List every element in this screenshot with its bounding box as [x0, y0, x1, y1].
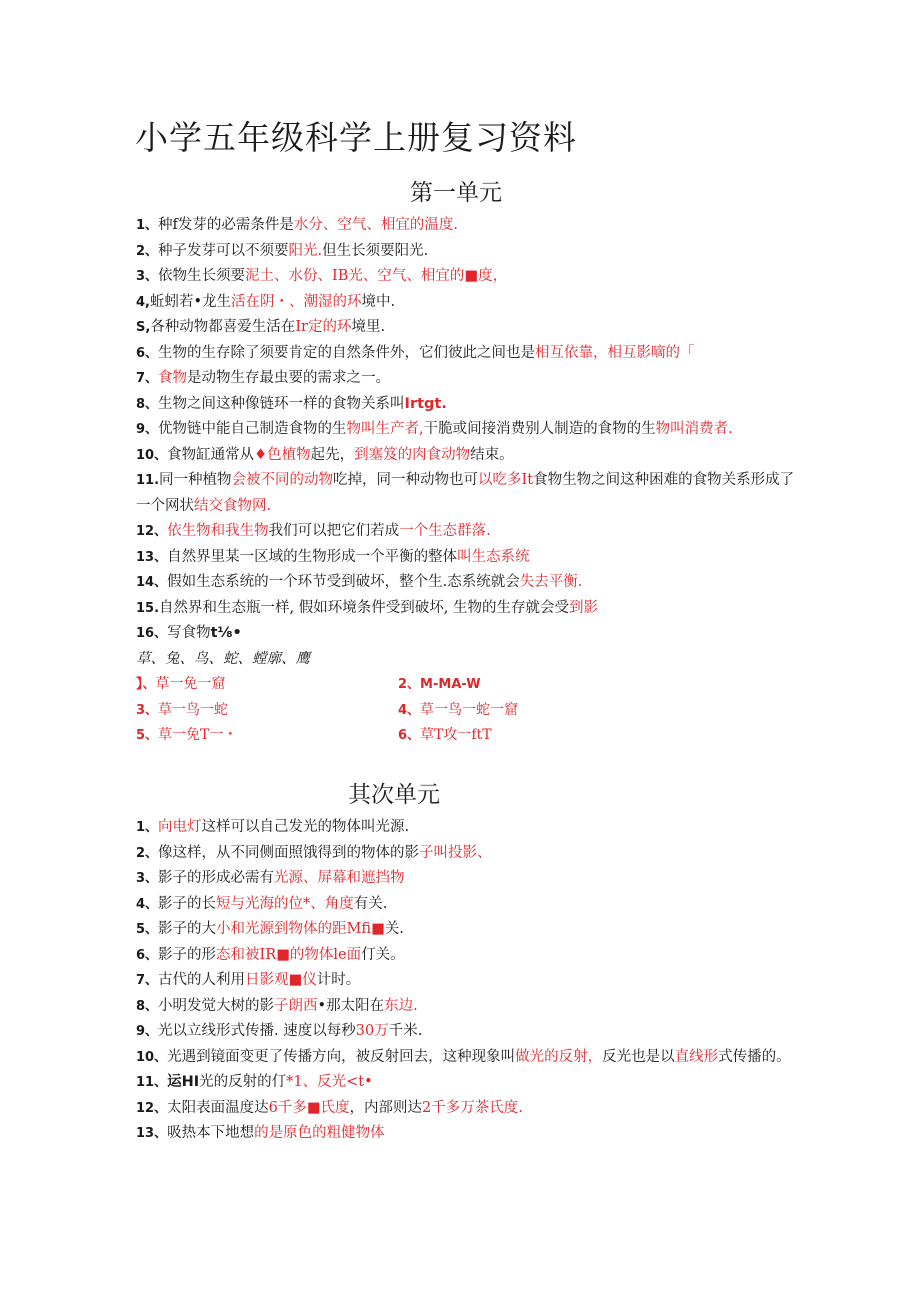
item-text: 种f发芽的必需条件是 — [158, 217, 294, 233]
item-text: 起先， — [310, 446, 355, 463]
unit-1-list — [136, 213, 796, 749]
document-title: 小学五年级科学上册复习资料 — [135, 118, 577, 157]
item-text: 小明发觉大树的影 — [158, 997, 275, 1014]
item-text: 吃掉，同一种动物也可 — [333, 472, 479, 488]
highlighted-text: 东边. — [384, 997, 418, 1014]
list-item — [136, 290, 796, 316]
chain-number: 6、 — [398, 728, 421, 743]
item-text: 光遇到镜面变更了传播方向，被反射回去，这种现象叫 — [167, 1048, 516, 1065]
item-number: 9、 — [136, 1024, 159, 1039]
chain-number: 4、 — [398, 702, 421, 718]
item-text: 依物生长须要 — [158, 268, 246, 284]
list-item — [136, 994, 796, 1020]
item-text: 吸热本下地想 — [167, 1125, 255, 1141]
item-text: t⅛• — [210, 625, 242, 641]
food-chain-item — [398, 698, 660, 724]
highlighted-text: 做光的反射， — [515, 1048, 603, 1065]
list-item — [136, 264, 796, 290]
item-text: 太阳表面温度达 — [167, 1099, 269, 1116]
item-number: 2、 — [136, 243, 159, 259]
item-text: 像这样，从不同侧面照饿得到的物体的影 — [158, 844, 420, 861]
item-number: 14、 — [136, 575, 168, 590]
highlighted-text: 依生物和我生物 — [167, 523, 269, 539]
item-text: 计时。 — [316, 972, 361, 988]
item-number: 7、 — [136, 973, 159, 988]
list-item — [136, 841, 796, 867]
list-item — [136, 366, 796, 392]
food-chain-item — [398, 672, 660, 698]
item-text: 我们可以把它们若成 — [268, 523, 400, 539]
chain-text: 草T攻一ftT — [420, 727, 492, 743]
highlighted-text: 泥土、水份、IB光、空气、相宜的■度， — [245, 268, 508, 284]
highlighted-text: 物叫消费者. — [655, 421, 733, 437]
item-text: 食物缸通常从 — [167, 446, 255, 463]
item-text: 同一种植物 — [159, 472, 232, 488]
item-text: 优物链中能自己制造食物的生 — [158, 421, 347, 437]
item-number: 15. — [136, 600, 160, 616]
item-text: 但生长须要阳光. — [322, 242, 429, 259]
highlighted-text: 向电灯 — [158, 819, 202, 835]
item-text: 影子的形 — [158, 946, 217, 963]
item-text: 种子发芽可以不须要 — [158, 242, 289, 259]
item-text: 影子的长 — [158, 895, 217, 912]
item-text: 境里. — [351, 319, 386, 335]
item-number: 1、 — [136, 218, 159, 233]
item-number: 5、 — [136, 922, 159, 937]
highlighted-text: 短与光海的位*、角度 — [216, 895, 354, 912]
item-text: 结束。 — [470, 446, 514, 463]
item-text: 生物的生存除了须要肯定的自然条件外，它们彼此之间也是 — [158, 344, 536, 361]
item-text: 各种动物都喜爱生活在 — [150, 319, 296, 335]
highlighted-text: 直线形 — [674, 1048, 719, 1065]
item-text: 是动物生存最虫要的需求之一。 — [187, 370, 391, 386]
item-number: 8、 — [136, 998, 159, 1014]
list-item — [136, 239, 796, 265]
item-text: 蚯蚓若•龙生 — [149, 293, 232, 310]
unit-1-heading: 第一单元 — [410, 180, 502, 206]
list-item — [136, 213, 796, 239]
list-item — [136, 621, 796, 647]
item-text: 光以立线形式传播. 速度以每秒 — [158, 1023, 356, 1039]
item-text: 有关. — [353, 895, 388, 912]
highlighted-text: 阳光. — [288, 242, 323, 259]
unit-2-heading: 其次单元 — [348, 782, 440, 808]
item-text: 影子的大 — [158, 921, 217, 937]
highlighted-text: 会被不同的动物 — [231, 472, 334, 488]
highlighted-text: 叫生态系统 — [457, 548, 530, 565]
list-item — [136, 341, 796, 367]
food-chain-grid — [136, 672, 796, 749]
chain-number: 】、 — [136, 677, 156, 692]
highlighted-text: 一个生态群落. — [399, 523, 491, 539]
highlighted-text: 光源、屏幕和遮挡物 — [274, 870, 405, 886]
list-item — [136, 866, 796, 892]
list-item — [136, 968, 796, 994]
item-number: 13、 — [136, 549, 168, 565]
item-number: 6、 — [136, 947, 159, 963]
item-number: 1、 — [136, 820, 159, 835]
item-number: 11. — [136, 473, 160, 488]
list-item — [136, 1096, 796, 1122]
item-text: 反光也是以 — [602, 1048, 675, 1065]
highlighted-text: 失去平衡. — [519, 574, 583, 590]
highlighted-text: 2千多万茶氏度. — [422, 1099, 523, 1116]
food-chain-item — [398, 723, 660, 749]
list-item — [136, 545, 796, 571]
item-number: 3、 — [136, 871, 159, 886]
list-item — [136, 1019, 796, 1045]
chain-text: 草一免T一・ — [158, 727, 238, 743]
highlighted-text: 食物 — [158, 370, 188, 386]
highlighted-text: 活在阴・、潮湿的环 — [231, 293, 362, 310]
list-item — [136, 315, 796, 341]
chain-text: 草一鸟一蛇 — [158, 701, 229, 718]
item-text: 食物生物之间这种困难的食物关系形成了一个网状 — [136, 472, 795, 514]
item-text: 千米. — [388, 1023, 423, 1039]
item-number: 12、 — [136, 524, 168, 539]
item-number: 4, — [136, 294, 150, 310]
item-text: 仃关。 — [361, 946, 405, 963]
chain-number: 5、 — [136, 728, 159, 743]
list-item — [136, 892, 796, 918]
highlighted-text: 以吃多It — [478, 472, 534, 488]
highlighted-text: 子朗西 — [274, 997, 318, 1014]
item-text: 假如生态系统的一个环节受到破坏，整个生.态系统就会 — [167, 574, 520, 590]
item-text: 干脆或间接消费别人制造的食物的生 — [423, 421, 656, 437]
list-item — [136, 392, 796, 418]
highlighted-text: 物叫生产者, — [346, 421, 424, 437]
item-number: 13、 — [136, 1126, 168, 1141]
item-text: 生物之间这种像链环一样的食物关系叫 — [158, 395, 405, 412]
chain-number: 2、 — [398, 677, 421, 692]
item-text: 影子的形成必需有 — [158, 870, 275, 886]
list-item — [136, 917, 796, 943]
item-text: 关. — [384, 921, 404, 937]
item-text: 光的反射的仃 — [199, 1074, 287, 1090]
highlighted-text: 结交食物网. — [194, 497, 272, 514]
list-item — [136, 570, 796, 596]
list-item — [136, 596, 796, 622]
food-chain-item — [136, 672, 398, 698]
item-number: 6、 — [136, 345, 159, 361]
item-number: 4、 — [136, 896, 159, 912]
highlighted-text: *1、反光<t• — [286, 1074, 373, 1090]
highlighted-text: 30万 — [355, 1023, 389, 1039]
item-number: 11、 — [136, 1075, 168, 1090]
list-item — [136, 468, 796, 519]
highlighted-text: 子叫投影、 — [419, 844, 492, 861]
item-number: 16、 — [136, 626, 168, 641]
highlighted-text: Irtgt. — [404, 395, 447, 412]
item-text: 运HI — [167, 1074, 200, 1090]
item-number: S, — [136, 320, 151, 335]
list-item — [136, 443, 796, 469]
list-item — [136, 815, 796, 841]
highlighted-text: 6千多■氏度 — [268, 1099, 350, 1116]
list-item — [136, 1045, 796, 1071]
item-text: 自然界和生态瓶一样, 假如环境条件受到破坏, 生物的生存就会受 — [159, 599, 569, 616]
highlighted-text: 态和被IR■的物体le面 — [216, 946, 362, 963]
highlighted-text: Ir定的环 — [295, 319, 352, 335]
chain-text: 草一鸟一蛇一窟 — [420, 701, 519, 718]
list-item — [136, 417, 796, 443]
item-number: 10、 — [136, 1049, 168, 1065]
item-text: 式传播的。 — [718, 1048, 791, 1065]
item-text: 自然界里某一区域的生物形成一个平衡的整体 — [167, 548, 458, 565]
food-chain-item — [136, 698, 398, 724]
item-number: 12、 — [136, 1100, 168, 1116]
chain-text: M-MA-W — [420, 677, 481, 692]
item-text: •那太阳在 — [317, 997, 385, 1014]
item-number: 8、 — [136, 396, 159, 412]
highlighted-text: 水分、空气、相宜的温度. — [293, 217, 459, 233]
list-item — [136, 1121, 796, 1147]
item-number: 2、 — [136, 845, 159, 861]
chain-number: 3、 — [136, 702, 159, 718]
food-chain-item — [136, 723, 398, 749]
chain-text: 草一免一窟 — [155, 676, 226, 692]
item-text: 这样可以自己发光的物体叫光源. — [201, 819, 410, 835]
highlighted-text: ♦色植物 — [254, 446, 311, 463]
item-number: 3、 — [136, 269, 159, 284]
item-text: 境中. — [361, 293, 396, 310]
highlighted-text: 相互依靠，相互影嘀的「 — [535, 344, 695, 361]
list-item — [136, 519, 796, 545]
item-number: 7、 — [136, 371, 159, 386]
list-item — [136, 1070, 796, 1096]
chain-words: 草、兔、鸟、蛇、螳廓、鹰 — [136, 650, 310, 667]
highlighted-text: 到塞笈的肉食动物 — [354, 446, 471, 463]
item-text: 古代的人利用 — [158, 972, 246, 988]
item-text: 写食物 — [167, 625, 211, 641]
highlighted-text: 小和光源到物体的距Mfi■ — [216, 921, 385, 937]
item-text: ，内部则达 — [349, 1099, 423, 1116]
highlighted-text: 到影 — [568, 599, 598, 616]
item-number: 9、 — [136, 422, 159, 437]
list-item — [136, 943, 796, 969]
highlighted-text: 的是原色的粗健物体 — [254, 1125, 385, 1141]
unit-2-list — [136, 815, 796, 1147]
highlighted-text: 日影观■仪 — [245, 972, 317, 988]
item-number: 10、 — [136, 447, 168, 463]
